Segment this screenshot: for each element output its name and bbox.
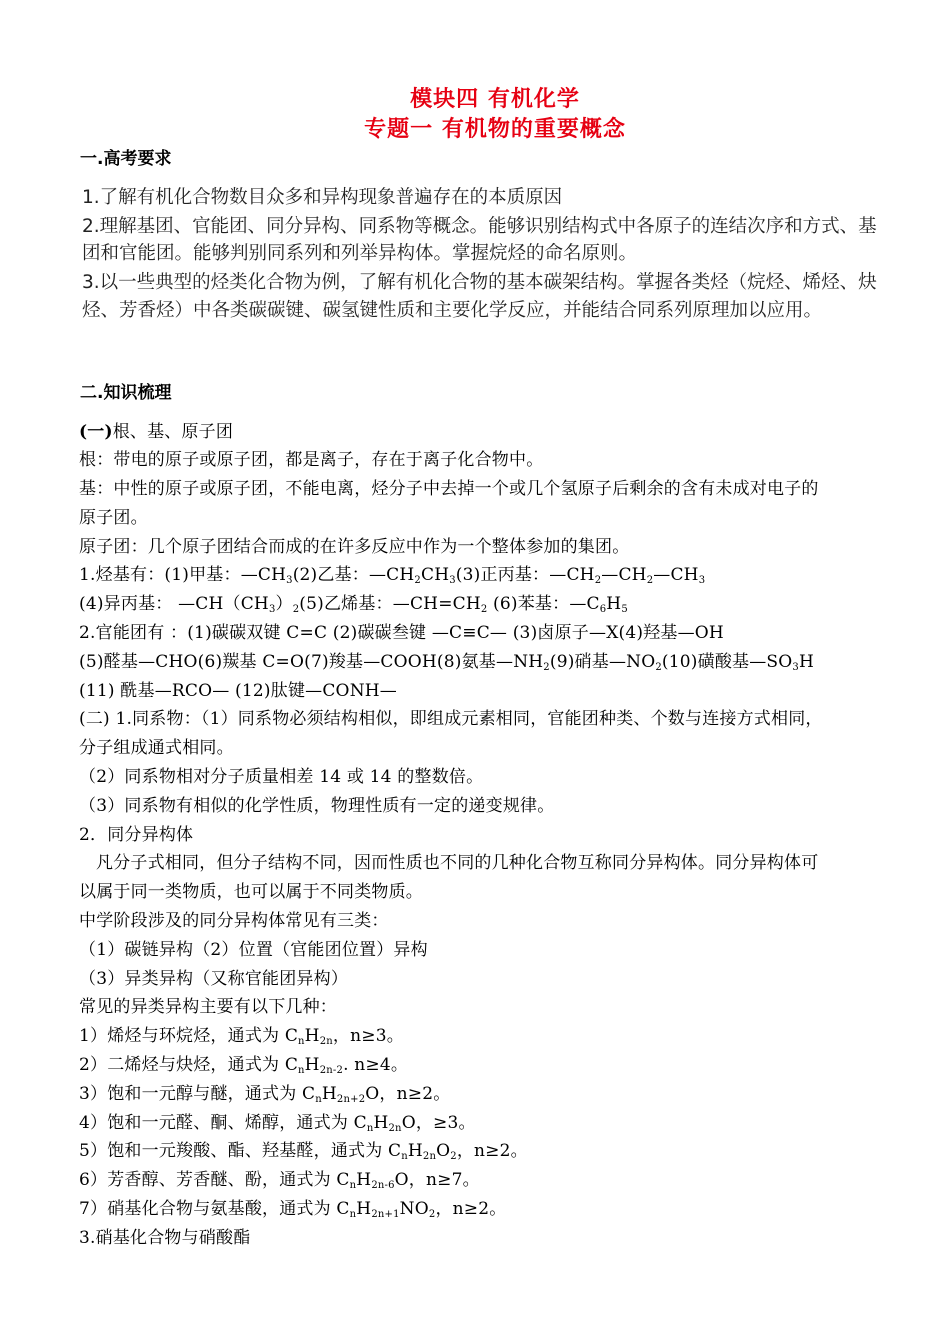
formula-line [79,1137,528,1165]
text-run: H [304,1055,320,1075]
subscript: 2 [543,662,550,673]
text-line: 分子组成通式相同。 [79,738,234,758]
text-run: H [407,1141,423,1161]
requirement-line: 团和官能团。能够判别同系列和列举异构体。掌握烷烃的命名原则。 [82,243,638,264]
text-run: CH [420,565,450,585]
formula-line [79,590,628,618]
text-run: O，≥3。 [401,1113,476,1133]
text-run: (10)磺酸基—SO [661,652,793,672]
text-line: （3）异类异构（又称官能团异构） [79,969,349,989]
text-run: H [373,1113,389,1133]
subscript: 2n [388,1123,402,1134]
text-run: H [356,1170,372,1190]
subscript: n [349,1180,357,1191]
subscript: 2 [594,575,602,586]
text-line: 中学阶段涉及的同分异构体常见有三类： [79,911,389,931]
text-run: H [356,1199,372,1219]
subscript: 3 [698,575,706,586]
text-line: 基：中性的原子或原子团，不能电离，烃分子中去掉一个或几个氢原子后剩余的含有未成对电子的 [79,479,819,499]
text-run: —CH [653,565,699,585]
subscript: 2n-6 [371,1180,395,1191]
text-line: （2）同系物相对分子质量相差 14 或 14 的整数倍。 [79,767,484,787]
formula-line [79,1166,480,1194]
subheading-roots [79,418,233,446]
subscript: 2n+2 [336,1094,366,1105]
subscript: 3 [792,662,799,673]
module-title: 模块四 有机化学 [410,87,580,112]
text-run: 3）饱和一元醇与醚，通式为 C [79,1084,316,1104]
subscript: 2 [450,1151,457,1162]
subscript: n [315,1094,322,1105]
text-line: 常见的异类异构主要有以下几种： [79,997,337,1017]
text-run: 2）二烯烃与炔烃，通式为 C [79,1055,299,1075]
text-line: 2．同分异构体 [79,825,194,845]
formula-line [79,1022,404,1050]
text-run: H [798,652,814,672]
subscript: 2 [646,575,654,586]
text-run: O，n≥2。 [365,1084,451,1104]
topic-title: 专题一 有机物的重要概念 [364,117,626,142]
requirement-line: 2.理解基团、官能团、同分异构、同系物等概念。能够识别结构式中各原子的连结次序和方式、基 [82,216,877,237]
subscript: 2 [292,604,300,615]
text-line: 原子团。 [79,508,148,528]
text-run: ，n≥2。 [456,1141,528,1161]
subscript: 2 [428,1209,436,1220]
text-run: H [606,594,622,614]
text-run: 1）烯烃与环烷烃，通式为 C [79,1026,299,1046]
requirement-line: 3.以一些典型的烃类化合物为例，了解有机化合物的基本碳架结构。掌握各类烃（烷烃、烯烃、炔 [82,272,877,293]
subscript: 2 [414,575,421,586]
text-line: 3.硝基化合物与硝酸酯 [79,1228,251,1248]
formula-line [79,1080,450,1108]
subscript: n [401,1151,408,1162]
subscript: 3 [286,575,293,586]
text-line: 原子团：几个原子团结合而成的在许多反应中作为一个整体参加的集团。 [79,537,630,557]
text-run: H [321,1084,337,1104]
subscript: 5 [621,604,628,615]
text-run: 6）芳香醇、芳香醚、酚，通式为 C [79,1170,350,1190]
text-run: . n≥4。 [343,1055,409,1075]
text-run: (2)乙基：—CH [292,565,415,585]
text-run: O [436,1141,451,1161]
text-line: (二) 1.同系物：（1）同系物必须结构相似，即组成元素相同，官能团种类、个数与连接方式相同， [79,709,823,729]
text-run: NO [399,1199,429,1219]
requirement-line: 1.了解有机化合物数目众多和异构现象普遍存在的本质原因 [82,187,563,208]
subscript: 2n [319,1036,333,1047]
text-run: O，n≥7。 [394,1170,480,1190]
section-heading-requirements: 一.高考要求 [80,149,172,169]
text-run: 7）硝基化合物与氨基酸，通式为 C [79,1199,350,1219]
text-run: (9)硝基—NO [549,652,656,672]
text-run: ） [275,594,293,614]
subscript: 2n-2 [319,1065,344,1076]
text-run: H [304,1026,320,1046]
subscript: n [366,1123,374,1134]
subscript: n [298,1036,305,1047]
text-run: (4)异丙基： —CH（CH [79,594,269,614]
requirement-line: 烃、芳香烃）中各类碳碳键、碳氢键性质和主要化学反应，并能结合同系列原理加以应用。 [82,300,823,321]
text-line: 凡分子式相同，但分子结构不同，因而性质也不同的几种化合物互称同分异构体。同分异构体可 [96,853,819,873]
section-heading-knowledge: 二.知识梳理 [80,383,172,403]
subscript: 2 [655,662,662,673]
subheading-number: (一) [79,422,113,442]
text-line: （3）同系物有相似的化学性质，物理性质有一定的递变规律。 [79,796,555,816]
formula-line [79,648,814,676]
subscript: 6 [599,604,607,615]
text-line: （1）碳链异构（2）位置（官能团位置）异构 [79,940,428,960]
text-line: 以属于同一类物质，也可以属于不同类物质。 [79,882,423,902]
text-run: ，n≥3。 [332,1026,404,1046]
formula-line [79,561,705,589]
text-run: 5）饱和一元羧酸、酯、羟基醛，通式为 C [79,1141,402,1161]
subscript: n [349,1209,357,1220]
text-run: (5)醛基—CHO(6)羰基 C=O(7)羧基—COOH(8)氨基—NH [79,652,544,672]
text-line: 2.官能团有 ：(1)碳碳双键 C=C (2)碳碳叁键 —C≡C— (3)卤原子—X(4)羟基—OH [79,623,724,643]
text-run: ，n≥2。 [435,1199,507,1219]
text-line: (11) 酰基—RCO— (12)肽键—CONH— [79,681,397,701]
formula-line [79,1109,476,1137]
text-run: (5)乙烯基：—CH=CH [299,594,481,614]
subscript: 2 [480,604,488,615]
subheading-text: 根、基、原子团 [112,422,234,442]
text-line: 根：带电的原子或原子团，都是离子，存在于离子化合物中。 [79,450,544,470]
formula-line [79,1195,506,1223]
subscript: 2n+1 [371,1209,400,1220]
formula-line [79,1051,408,1079]
subscript: 3 [268,604,276,615]
subscript: 2n [422,1151,437,1162]
text-run: (6)苯基：—C [487,594,600,614]
text-run: (3)正丙基：—CH [455,565,595,585]
subscript: n [298,1065,305,1076]
text-run: 4）饱和一元醛、酮、烯醇，通式为 C [79,1113,367,1133]
text-run: —CH [601,565,647,585]
subscript: 3 [449,575,456,586]
text-run: 1.烃基有：(1)甲基：—CH [79,565,287,585]
